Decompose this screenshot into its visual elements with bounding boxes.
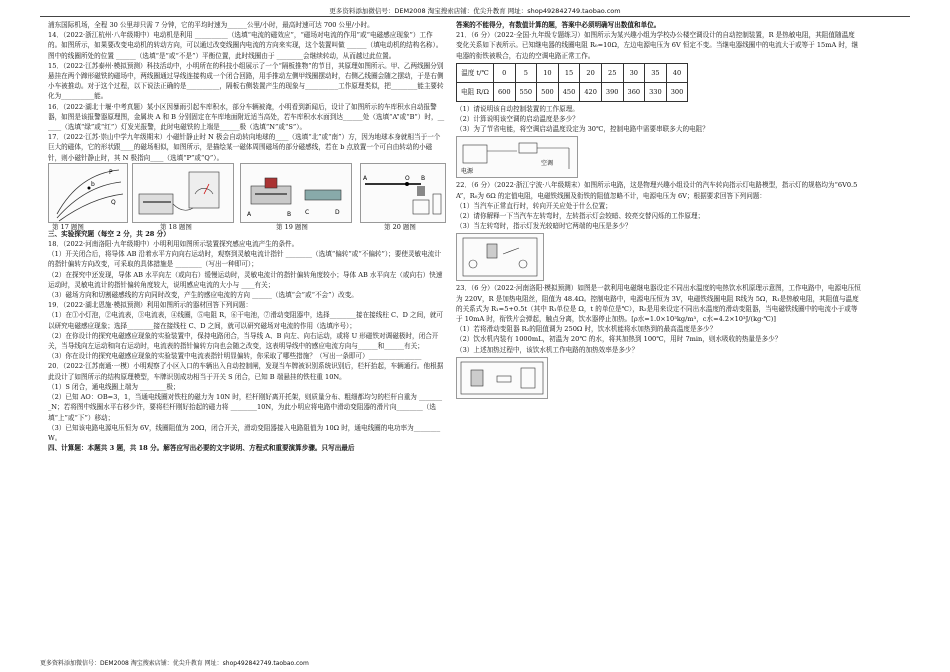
fig18-label: 第 18 题图: [160, 222, 192, 231]
fig17-label: 第 17 题图: [52, 222, 84, 231]
svg-text:D: D: [335, 208, 340, 216]
q21-3: （3）为了节省电能，将空调启动温度设定为 30℃，控制电路中需要串联多大的电阻？: [456, 125, 709, 134]
table-cell: 10: [537, 63, 559, 82]
figure-row: [48, 163, 445, 229]
header-divider: [40, 16, 910, 17]
section-4-continued: 答案的不能得分，有数值计算的题，答案中必须明确写出数值和单位。: [456, 21, 661, 29]
relay-circuit-drawing: [457, 137, 577, 177]
table-cell: 0: [493, 63, 515, 82]
svg-text:C: C: [305, 208, 310, 216]
svg-text:A: A: [247, 210, 252, 218]
q23-2: （2）饮水机内装有 1000mL，初温为 20℃ 的水，将其加热到 100℃，用时 7min，则水吸收的热量是多少？: [456, 335, 782, 344]
table-cell: 30: [623, 63, 645, 82]
table-cell: 20: [580, 63, 602, 82]
dispenser-circuit-drawing: [457, 358, 547, 398]
turn-signal-drawing: [457, 234, 543, 280]
section-4-heading: 四、计算题：本题共 3 题，共 18 分。解答应写出必要的文字说明、方程式和重要演算步骤。只写出最后: [48, 444, 355, 453]
svg-text:P: P: [109, 168, 113, 176]
fig21-circuit: [456, 136, 578, 178]
fig21-source-label: 电源: [461, 168, 474, 176]
table-cell: 15: [558, 63, 580, 82]
q20-1: （1）S 闭合，通电线圈上端为 ________极；: [48, 382, 180, 391]
q21-1: （1）请说明该自动控制装置的工作原理。: [456, 104, 579, 113]
fig20-gate-model: [360, 163, 446, 223]
q15: 15．（2022·江苏泰州·模拟预测）科技活动中，小明所在的科技小组展示了一个“隔板推物”的节目，其原理如图所示。甲、乙两线圈分别悬挂在两个蹄形磁铁的磁场中，两线圈通过导线连接构成一个闭合回路，用手推动左侧甲线圈摆动时，右侧乙线圈会随之摆动，于是右侧小车被推动。对于这个过程，以下说法正确的是__________，隔板右侧装置产生的现象与__________工作原理类似，把________能主要转化为__________能。: [48, 61, 444, 101]
page-footer: 更多资料添加微信号：DEM2008 淘宝搜索店铺：优尖升教育 网址：shop492842749.taobao.com: [40, 660, 309, 667]
table-cell: 360: [623, 82, 645, 101]
table-cell: 5: [515, 63, 537, 82]
table-cell: 35: [645, 63, 667, 82]
fig23-water-dispenser-circuit: [456, 357, 548, 399]
page-header: 更多资料添加微信号：DEM2008 淘宝搜索店铺：优尖升教育 网址：shop492842749.taobao.com: [329, 7, 621, 15]
table-row-head: 温度 t/℃: [457, 63, 494, 82]
fig21-ac-label: 空调: [541, 160, 554, 168]
table-cell: 330: [645, 82, 667, 101]
left-column: [48, 20, 445, 453]
fig17-magnetic-field-lines: [48, 163, 128, 223]
q20-3: （3）已知该电路电源电压恒为 6V，线圈阻值为 20Ω，闭合开关，滑动变阻器接入电路阻值为 10Ω 时，通电线圈的电功率为________W。: [48, 423, 441, 442]
q20: 20．（2022·江苏南通·一模）小明观察了小区入口的车辆出入自动控制闸，发现当车牌被识别系统识别后，栏杆抬起，车辆通行。他根据此设计了如图所示的结构原理模型，车牌识别成功相当于开关 S 闭合，已知 B 端悬挂的铁柱重 10N。: [48, 362, 444, 381]
q14: 14．（2022·浙江杭州·八年级期中）电动机是利用 __________（选填“电流的磁效应”，“磁场对电流的作用”或“电磁感应现象”）工作的。如图所示，如果要改变电动机的转动方向，可以通过改变线圈内电流的方向来实现，这个装置叫做 ______（填电动机的结构名称）。图中的线圈所处的位置 ______（选填“是”或“不是”）平衡位置，此时线圈由于 ________会继续转动，从而越过此位置。: [48, 31, 443, 60]
table-row: [457, 82, 688, 101]
gate-model-drawing: [361, 164, 445, 222]
table-cell: 420: [580, 82, 602, 101]
table-cell: 390: [601, 82, 623, 101]
section-3-heading: 三、实验探究题（每空 2 分，共 28 分）: [48, 229, 170, 238]
table-cell: 25: [601, 63, 623, 82]
q17: 17．（2022·江苏·崇山中学九年级期末）小磁针静止时 N 极会自动转向地球的____（选填“北”或“南”）方，因为地球本身就相当于一个巨大的磁体，它的形状跟____的磁场相似，如图所示，是描绘某一磁体周围磁场的部分磁感线，若在 b 点放置一个可自由转动的小磁针，则小磁针静止时，其 N 极指向____（选填“P”或“Q”）。: [48, 133, 441, 162]
table-row-head: 电阻 R/Ω: [457, 82, 494, 101]
q23-3: （3）上述加热过程中，该饮水机工作电路的加热效率是多少？: [456, 345, 639, 354]
table-cell: 450: [558, 82, 580, 101]
q16: 16．（2022·湖北十堰·中考真题）某小区因暴雨引起车库积水，部分车辆被淹，小明看到新闻后，设计了如图所示的车库积水自动报警器，如图是该报警器原理图，金属块 A 和 B 分别固定在车库地面附近适当高处，若车库积水水面到达______处（选填“A”或“B”）时，______（选填“绿”或“红”）灯发光报警，此时电磁铁的上端是______极（选填“N”或“S”）。: [48, 102, 445, 132]
q19-2: （2）在你设计的探究电磁感应现象的实验装置中，保持电路闭合，当导线 A、B 向左、向右运动，或将 U 形磁铁对调磁极时，闭合开关，当导线向左运动和向右运动时，电流表的指针偏转方向也会随之改变，这表明导线中的感应电流方向与______和______有关；: [48, 331, 439, 351]
table-row: [457, 63, 688, 82]
table-cell: 550: [515, 82, 537, 101]
thermistor-table: [456, 63, 688, 102]
svg-text:A: A: [363, 174, 368, 182]
apparatus-drawing: [241, 164, 351, 222]
q22-1: （1）当汽车正常直行时，转向开关应处于什么位置；: [456, 201, 612, 210]
q22-2: （2）请你解释一下当汽车左转弯时，左转指示灯会较暗、较亮交替闪烁的工作原理；: [456, 212, 705, 221]
q13-tail: 浦东国际机场，全程 30 公里却只需 7 分钟，它的平均时速为______公里/小时，最高时速可达 700 公里/小时。: [48, 21, 374, 29]
svg-text:b: b: [91, 180, 95, 188]
induction-setup-drawing: [133, 164, 233, 222]
svg-text:O: O: [405, 174, 410, 182]
table-cell: 40: [666, 63, 688, 82]
fig18-induction-setup: [132, 163, 234, 223]
q19: 19．（2022·湖北恩施·模拟预测）利用如图所示的器材回答下列问题：: [48, 301, 253, 310]
fig20-label: 第 20 题图: [384, 222, 416, 231]
table-cell: 500: [537, 82, 559, 101]
table-cell: 600: [493, 82, 515, 101]
q22: 22．（6 分）（2022·浙江宁波·八年级期末）如图所示电路，这是物理兴趣小组设计的汽车转向指示灯电路模型，指示灯的规格均为“6V0.5A”，R₀为 6Ω 的定值电阻，电磁铁线圈及衔铁的阻值忽略不计，电源电压为 6V；根据要求回答下列问题：: [456, 181, 858, 200]
fig19-apparatus: [240, 163, 352, 223]
fig19-label: 第 19 题图: [276, 222, 308, 231]
field-lines-drawing: [49, 164, 127, 222]
svg-text:Q: Q: [111, 198, 116, 206]
q21: 21．（6 分）（2022·全国·九年级专题练习）如图所示为某兴趣小组为学校办公楼空调设计的自动控制装置，R 是热敏电阻，其阻值随温度变化关系如下表所示。已知继电器的线圈电阻 R₀=10Ω，左边电源电压为 6V 恒定不变。当继电器线圈中的电流大于或等于 15mA 时，继电器的衔铁被吸合，右边的空调电路正常工作。: [456, 31, 859, 60]
svg-text:B: B: [421, 174, 426, 182]
svg-text:B: B: [287, 210, 292, 218]
q22-3: （3）当左转弯时，指示灯发光较暗时它两端的电压是多少？: [456, 222, 632, 231]
q18-3: （3）磁场方向和切割磁感线的方向同时改变，产生的感应电流的方向 ______（选填“会”或“不会”）改变。: [48, 291, 358, 300]
q23: 23．（6 分）（2022·河南洛阳·模拟预测）如图是一款利用电磁继电器设定不同出水温度的电热饮水机原理示意图，工作电路中，电源电压恒为 220V，R 是加热电阻丝，阻值为 48.4Ω。控制电路中，电源电压恒为 3V，电磁铁线圈电阻 R线为 5Ω，R₁是热敏电阻，其阻值与温度的关系式为 R₁=5+0.5t（其中 R₁单位是 Ω，t 的单位是℃），R₂是用来设定不同出水温度的滑动变阻器，当电磁铁线圈中的电流小于或等于 10mA 时，衔铁片会弹起，触点分离，饮水器停止加热。[ρ水=1.0×10³kg/m³，c水=4.2×10³J/(kg·℃)]: [456, 284, 861, 324]
q19-3: （3）你在设计的探究电磁感应现象的实验装置中电流表指针明显偏转，你采取了哪些措施？（写出一条即可）________________: [48, 352, 422, 361]
q19-1: （1）在①小灯泡，②电流表，③电流表，④线圈，⑤电阻 R，⑥干电池，⑦滑动变阻器中，选择________接在接线柱 C、D 之间，就可以研究电磁感应现象；选择________接在接线柱 C、D 之间，就可以研究磁场对电流的作用（选填序号）；: [48, 311, 444, 330]
q23-1: （1）若将滑动变阻器 R₂的阻值调为 250Ω 时，饮水机能将水加热到的最高温度是多少？: [456, 325, 717, 334]
q18: 18．（2022·河南洛阳·九年级期中）小明利用如图所示装置探究感应电流产生的条件。: [48, 240, 299, 249]
right-column: [456, 20, 861, 401]
q18-2: （2）在探究中还发现，导体 AB 水平向左（或向右）缓慢运动时，灵敏电流计的指针偏转角度较小；导体 AB 水平向左（或向右）快速运动时，灵敏电流计的指针偏转角度较大，说明感应电流的大小与 ____有关；: [48, 270, 443, 289]
table-cell: 300: [666, 82, 688, 101]
q18-1: （1）开关闭合后，将导体 AB 沿着水平方向向右运动时，观察到灵敏电流计指针 ________（选填“偏转”或“不偏转”）；要使灵敏电流计的指针偏转方向改变，可采取的具体措施是 ________（写出一种即可）；: [48, 250, 441, 269]
fig22-turn-signal-circuit: [456, 233, 544, 281]
q20-2: （2）已知 AO：OB=3，1，当通电线圈对铁柱的磁力为 10N 时，栏杆刚好离开托架，则质量分布、粗细都均匀的栏杆自重为 ________N；若将图中线圈水平右移少许，要将栏杆刚好抬起的磁力将 ________10N，为此小明应将电路中滑动变阻器的滑片向________（选填“上”或“下”）移动；: [48, 393, 443, 422]
q21-2: （2）计算说明该空调的启动温度是多少？: [456, 115, 579, 124]
